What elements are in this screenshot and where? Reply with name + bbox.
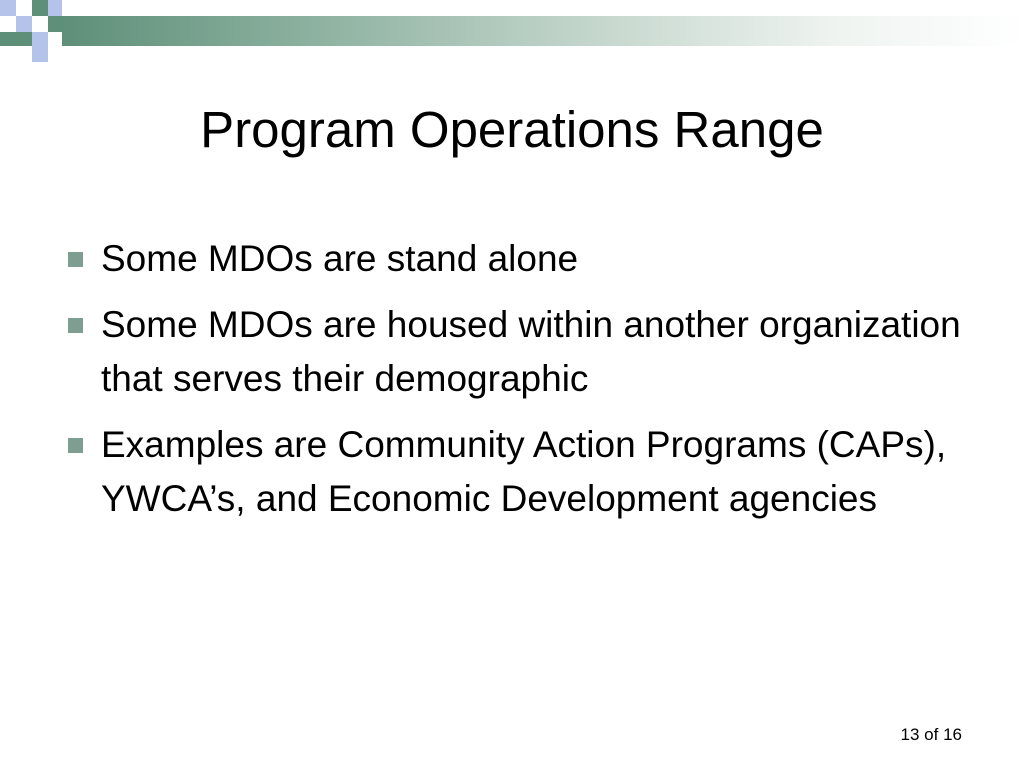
square-bullet-icon <box>68 438 83 453</box>
deco-square <box>16 16 32 32</box>
page-number: 13 of 16 <box>900 725 962 744</box>
deco-square <box>48 16 62 32</box>
deco-square <box>0 32 16 46</box>
bullet-list <box>64 232 984 538</box>
header-gradient-bar <box>62 16 1024 46</box>
deco-square <box>32 0 48 16</box>
deco-square <box>48 0 62 16</box>
deco-square <box>16 46 32 62</box>
square-bullet-icon <box>68 252 83 267</box>
square-bullet-icon <box>68 318 83 333</box>
deco-square <box>16 32 32 46</box>
deco-square <box>0 0 16 16</box>
bullet-item <box>64 232 984 286</box>
deco-square <box>32 32 48 46</box>
bullet-item <box>64 298 984 406</box>
bullet-text: Some MDOs are stand alone <box>101 238 579 279</box>
slide-title: Program Operations Range <box>200 101 824 158</box>
deco-square <box>0 16 16 32</box>
bullet-item <box>64 418 984 526</box>
bullet-text: Some MDOs are housed within another organization that serves their demographic <box>101 304 961 399</box>
deco-square <box>32 46 48 62</box>
deco-square <box>32 16 48 32</box>
bullet-text: Examples are Community Action Programs (CAPs), YWCA’s, and Economic Development agencies <box>101 424 947 519</box>
